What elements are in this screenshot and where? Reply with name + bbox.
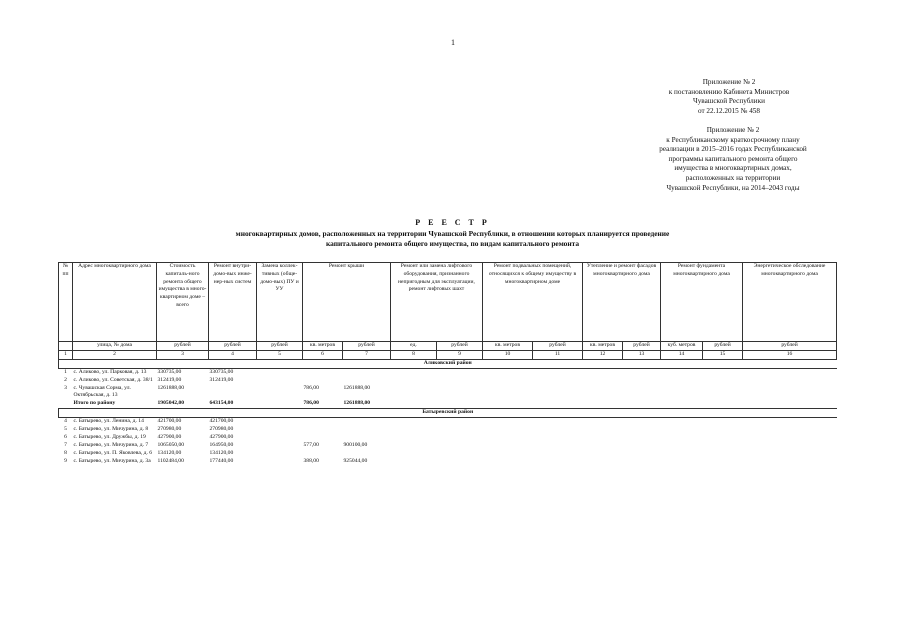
unit-cell: кв. метров (483, 342, 533, 351)
appendix-line: Чувашской Республики, на 2014–2043 годы (666, 183, 800, 192)
col-number: 11 (533, 350, 583, 359)
table-row (59, 450, 837, 458)
row-address: с. Батырево, ул. Дружбы, д. 19 (73, 434, 146, 441)
row-roof-cost (343, 377, 391, 385)
title-sub-1: многоквартирных домов, расположенных на территории Чувашской Республики, в отношении которых планируется проведение (235, 229, 670, 238)
row-number: 4 (64, 418, 67, 425)
appendix-line: от 22.12.2015 № 458 (697, 106, 760, 115)
row-number: 6 (64, 434, 67, 441)
title-sub-2: капитального ремонта общего имущества, по видам капитального ремонта (325, 238, 580, 248)
appendix-line: программы капитального ремонта общего (668, 154, 798, 163)
header-meters: Замена коллек-тивных (обще-домо-вых) ПУ и УУ (257, 263, 303, 342)
row-internal: 270980,00 (209, 426, 234, 433)
col-number: 2 (73, 350, 157, 359)
col-number: 5 (257, 350, 303, 359)
row-address: с. Аликово, ул. Парковая, д. 13 (73, 368, 147, 375)
header-row (59, 263, 837, 342)
row-roof-area: 388,00 (303, 458, 319, 465)
row-roof-area (303, 377, 343, 385)
col-number: 8 (391, 350, 437, 359)
row-internal: 164950,00 (209, 442, 234, 449)
row-internal: 134120,00 (209, 450, 234, 457)
unit-cell: кв. метров (303, 342, 343, 351)
col-number: 7 (343, 350, 391, 359)
unit-cell: кв. метров (583, 342, 623, 351)
header-address: Адрес многоквартирного дома (73, 263, 157, 342)
unit-cell: рублей (257, 342, 303, 351)
table-row (59, 385, 837, 401)
row-address: с. Чувашская Сорма, ул. Октябрьская, д. 13 (73, 384, 131, 399)
row-address: с. Батырево, ул. Мичурина, д. 3а (73, 458, 151, 465)
row-cost: 427900,00 (157, 434, 182, 441)
title-main: Р Е Е С Т Р (415, 218, 490, 227)
row-roof-cost (343, 368, 391, 377)
col-number: 16 (743, 350, 837, 359)
region-name: Батыревский район (59, 409, 837, 418)
table-row (59, 442, 837, 450)
col-number: 9 (437, 350, 483, 359)
appendix-cabinet-resolution (619, 78, 839, 116)
appendix-line: к Республиканскому краткосрочному плану (666, 135, 800, 144)
unit-cell: ед. (391, 342, 437, 351)
unit-cell: рублей (343, 342, 391, 351)
row-number: 8 (64, 450, 67, 457)
col-number: 13 (623, 350, 661, 359)
row-roof-area: 786,00 (303, 384, 319, 391)
row-roof-cost: 925044,00 (343, 458, 368, 465)
col-number: 12 (583, 350, 623, 359)
row-roof-area (303, 418, 343, 427)
row-number: 5 (64, 426, 67, 433)
row-cost: 270980,00 (157, 426, 182, 433)
header-basement: Ремонт подвальных помещений, относящихся к общему имуществу в многоквартирном доме (483, 263, 583, 342)
header-foundation: Ремонт фундамента многоквартирного дома (661, 263, 743, 342)
row-roof-cost (343, 426, 391, 434)
appendix-line: реализации в 2015–2016 годах Республиканской (659, 145, 807, 154)
unit-cell: рублей (743, 342, 837, 351)
col-number: 4 (209, 350, 257, 359)
row-cost: 421700,00 (157, 418, 182, 425)
row-roof-area (303, 434, 343, 442)
header-no: № пп (59, 263, 73, 342)
table-row (59, 418, 837, 427)
appendix-plan (623, 126, 843, 193)
row-internal: 421700,00 (209, 418, 234, 425)
row-number: 9 (64, 458, 67, 465)
col-number: 3 (157, 350, 209, 359)
row-roof-cost: 900100,00 (343, 442, 368, 449)
header-roof: Ремонт крыши (303, 263, 391, 342)
total-roof-cost: 1261888,00 (343, 400, 391, 409)
appendix-line: имущества в многоквартирных домах, (674, 164, 792, 173)
unit-cell: рублей (533, 342, 583, 351)
row-internal: 177440,00 (209, 458, 234, 465)
row-cost: 1065050,00 (157, 442, 185, 449)
row-roof-cost (343, 434, 391, 442)
header-cost: Стоимость капиталь-ного ремонта общего имущества в много-квартирном доме – всего (157, 263, 209, 342)
row-roof-cost: 1261888,00 (343, 384, 371, 391)
appendix-line: Приложение № 2 (702, 78, 756, 86)
row-number: 3 (64, 384, 67, 391)
row-internal: 427900,00 (209, 434, 234, 441)
col-number: 6 (303, 350, 343, 359)
appendix-line: Приложение № 2 (706, 126, 760, 134)
unit-cell: рублей (703, 342, 743, 351)
col-number: 1 (59, 350, 73, 359)
header-energy: Энергетическое обследование многоквартирного дома (743, 263, 837, 342)
unit-cell: куб. метров (661, 342, 703, 351)
unit-cell (59, 342, 73, 351)
table-row (59, 368, 837, 377)
page-number: 1 (451, 38, 455, 47)
row-roof-area (303, 450, 343, 458)
row-roof-area (303, 426, 343, 434)
header-facade: Утепление и ремонт фасадов многоквартирного дома (583, 263, 661, 342)
row-address: с. Батырево, ул. Мичурина, д. 7 (73, 442, 149, 449)
row-cost: 1261888,00 (157, 384, 185, 391)
header-internal: Ремонт внутри-домо-вых инже-нер-ных систем (209, 263, 257, 342)
row-cost: 1102484,00 (157, 458, 184, 465)
unit-cell: рублей (157, 342, 209, 351)
row-number: 1 (64, 368, 67, 375)
row-address: с. Батырево, ул. П. Яковлева, д. 6 (73, 450, 153, 457)
document-title (0, 218, 905, 249)
table-row (59, 426, 837, 434)
registry-table (58, 262, 837, 466)
unit-cell: улица, № дома (73, 342, 157, 351)
row-roof-area: 577,00 (303, 442, 319, 449)
total-cost: 1905042,00 (157, 400, 209, 409)
row-address: с. Батырево, ул. Мичурина, д. 8 (73, 426, 149, 433)
unit-cell: рублей (623, 342, 661, 351)
region-name: Аликовский район (59, 359, 837, 368)
appendix-line: расположенных на территории (685, 173, 781, 182)
unit-cell: рублей (209, 342, 257, 351)
col-number: 14 (661, 350, 703, 359)
row-number: 2 (64, 376, 67, 383)
row-roof-cost (343, 418, 391, 427)
row-roof-cost (343, 450, 391, 458)
table-row (59, 458, 837, 466)
col-number: 15 (703, 350, 743, 359)
row-internal: 312419,00 (209, 376, 234, 383)
row-internal (209, 385, 257, 401)
region-total-row (59, 400, 837, 409)
row-roof-area (303, 368, 343, 377)
region-header (59, 409, 837, 418)
units-row (59, 342, 837, 351)
appendix-line: Чувашской Республики (693, 97, 765, 106)
col-number: 10 (483, 350, 533, 359)
total-roof-area: 786,00 (303, 400, 343, 409)
table-row (59, 434, 837, 442)
row-internal: 330735,00 (209, 368, 234, 375)
row-cost: 312419,00 (157, 376, 182, 383)
row-address: с. Батырево, ул. Ленина, д. 14 (73, 418, 144, 425)
region-header (59, 359, 837, 368)
row-number: 7 (64, 442, 67, 449)
row-cost: 330735,00 (157, 368, 182, 375)
unit-cell: рублей (437, 342, 483, 351)
row-address: с. Аликово, ул. Советская, д. 38/1 (73, 376, 153, 383)
total-internal: 643154,00 (209, 400, 257, 409)
row-cost: 134120,00 (157, 450, 182, 457)
header-elevator: Ремонт или замена лифтового оборудования, признанного непригодным для эксплуатации, ремонт лифтовых шахт (391, 263, 483, 342)
table-row (59, 377, 837, 385)
total-label: Итого по району (73, 400, 157, 409)
appendix-line: к постановлению Кабинета Министров (668, 87, 790, 96)
column-numbers-row (59, 350, 837, 359)
